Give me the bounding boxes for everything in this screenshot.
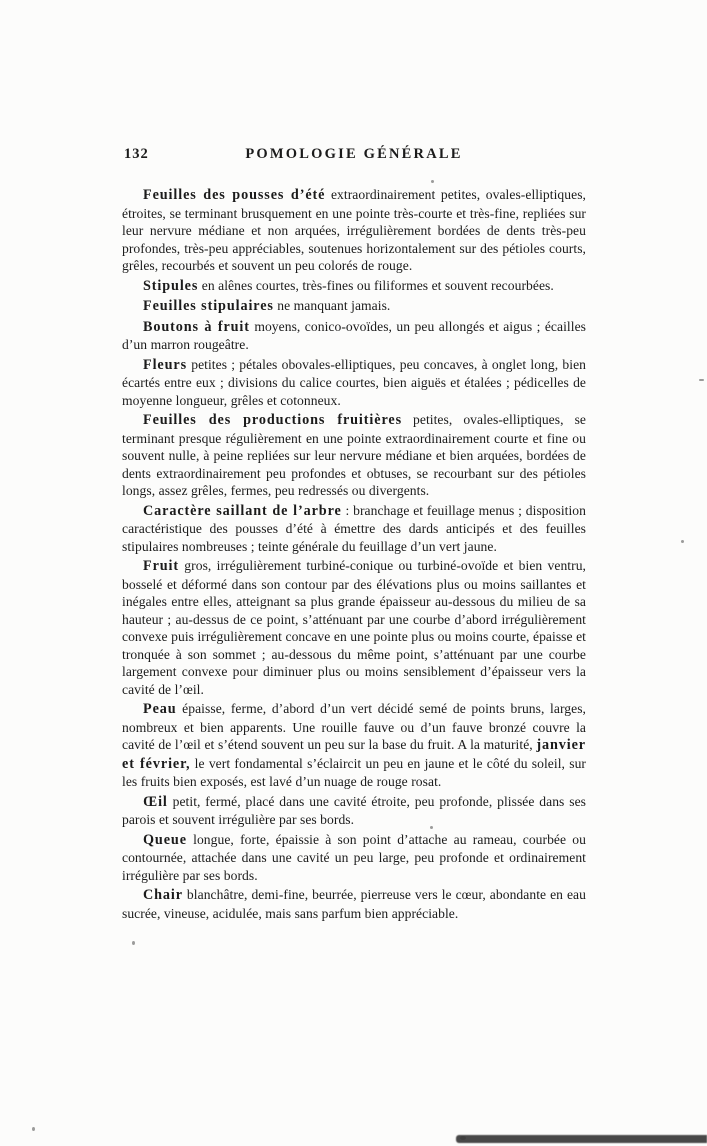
- term-bold: Feuilles stipulaires: [143, 298, 274, 314]
- term-bold: Caractère saillant de l’arbre: [143, 502, 342, 519]
- paragraph: [122, 186, 586, 275]
- body-text: gros, irrégulièrement turbiné-conique ou turbiné-ovoïde et bien ventru, bosselé et déformé dans son contour par des élévations plus ou moins saillantes et inégales entre elles, atteignant sa plus grande épaisseur au-dessous du milieu de sa hauteur ; au-dessus de ce point, s’atténuant par une courbe d’abord irrégulièrement convexe puis irrégulièrement concave en une pointe plus ou moins courte, épaisse et tronquée à son sommet ; au-dessous du même point, s’atténuant par une courbe largement convexe pour diminuer plus ou moins sensiblement d’épaisseur vers la cavité de l’œil.: [122, 558, 586, 697]
- body-text: : branchage et feuillage menus ; disposition caractéristique des pousses d’été à émettre des dards anticipés et des feuilles stipulaires nombreuses ; teinte générale du feuillage d’un vert jaune.: [122, 502, 586, 554]
- term-bold: Fruit: [143, 558, 180, 574]
- term-bold: janvier et février,: [122, 737, 586, 772]
- running-title: POMOLOGIE GÉNÉRALE: [245, 146, 463, 162]
- term-bold: Chair: [143, 887, 183, 903]
- body-text: blanchâtre, demi-fine, beurrée, pierreuse vers le cœur, abondante en eau sucrée, vineuse, acidulée, mais sans parfum bien appréciable.: [122, 887, 586, 921]
- term-bold: Peau: [143, 701, 177, 717]
- body-text: ne manquant jamais.: [273, 298, 391, 313]
- term-bold: Queue: [143, 831, 187, 848]
- page-number: 132: [124, 146, 149, 162]
- paragraph: [122, 793, 586, 829]
- scan-speck: [431, 180, 434, 183]
- scan-speck: [430, 826, 433, 829]
- body-text: extraordinairement petites, ovales-elliptiques, étroites, se terminant brusquement en une pointe très-courte et très-fine, repliées sur leur nervure médiane et non arquées, irrégulièrement bordées de dents très-peu profondes, très-peu appréciables, soutenues horizontalement sur des pétioles courts, grêles, recourbés et souvent un peu colorés de rouge.: [122, 187, 586, 273]
- body-text: moyens, conico-ovoïdes, un peu allongés et aigus ; écailles d’un marron rougeâtre.: [122, 318, 586, 352]
- paragraph: [122, 411, 586, 500]
- paragraph: [122, 277, 586, 296]
- body-text: longue, forte, épaissie à son point d’attache au rameau, courbée ou contournée, attachée dans une cavité un peu large, peu profonde et ordinairement irrégulière par ses bords.: [122, 831, 586, 883]
- body-text: petit, fermé, placé dans une cavité étroite, peu profonde, plissée dans ses parois et souvent irrégulière par ses bords.: [122, 793, 586, 827]
- paragraph: [122, 502, 586, 556]
- term-bold: Œil: [143, 793, 168, 810]
- paragraph: [122, 700, 586, 791]
- body-text: en alênes courtes, très-fines ou filiformes et souvent recourbées.: [198, 277, 554, 293]
- body-text: petites ; pétales obovales-elliptiques, peu concaves, à onglet long, bien écartés entre eux ; divisions du calice courtes, bien aiguës et étalées ; pédicelles de moyenne longueur, grêles et cotonneux.: [122, 356, 586, 408]
- paragraph: [122, 297, 586, 316]
- scan-speck: [32, 1127, 35, 1131]
- term-bold: Feuilles des productions fruitières: [143, 412, 402, 428]
- term-bold: Boutons à fruit: [143, 318, 250, 335]
- term-bold: Fleurs: [143, 356, 188, 373]
- scan-speck: [132, 941, 135, 945]
- page-body: [122, 186, 586, 922]
- body-text: le vert fondamental s’éclaircit un peu en jaune et le côté du soleil, sur les fruits bien exposés, est lavé d’un nuage de rouge rosat.: [122, 755, 586, 789]
- running-header: [122, 146, 586, 166]
- paragraph: [122, 831, 586, 885]
- paragraph: [122, 356, 586, 410]
- paragraph: [122, 557, 586, 698]
- text-block: [122, 146, 586, 924]
- term-bold: Stipules: [143, 277, 199, 294]
- paragraph: [122, 318, 586, 354]
- term-bold: Feuilles des pousses d’été: [143, 187, 326, 203]
- body-text: épaisse, ferme, d’abord d’un vert décidé semé de points bruns, larges, nombreux et bien apparents. Une rouille fauve ou d’un fauve bronzé couvre la cavité de l’œil et s’étend souvent un peu sur la base du fruit. A la maturité,: [122, 701, 586, 752]
- paragraph: [122, 886, 586, 922]
- scan-speck: [681, 540, 684, 543]
- scan-speck: [699, 379, 704, 381]
- scan-edge-shadow: [456, 1135, 707, 1143]
- body-text: petites, ovales-elliptiques, se terminant presque régulièrement en une pointe extraordinairement courte et fine ou souvent nulle, à peine repliées sur leur nervure médiane et bien arquées, bordées de dents extraordinairement peu profondes et obtuses, se recourbant sur des pétioles longs, assez grêles, fermes, peu redressés ou divergents.: [122, 412, 586, 498]
